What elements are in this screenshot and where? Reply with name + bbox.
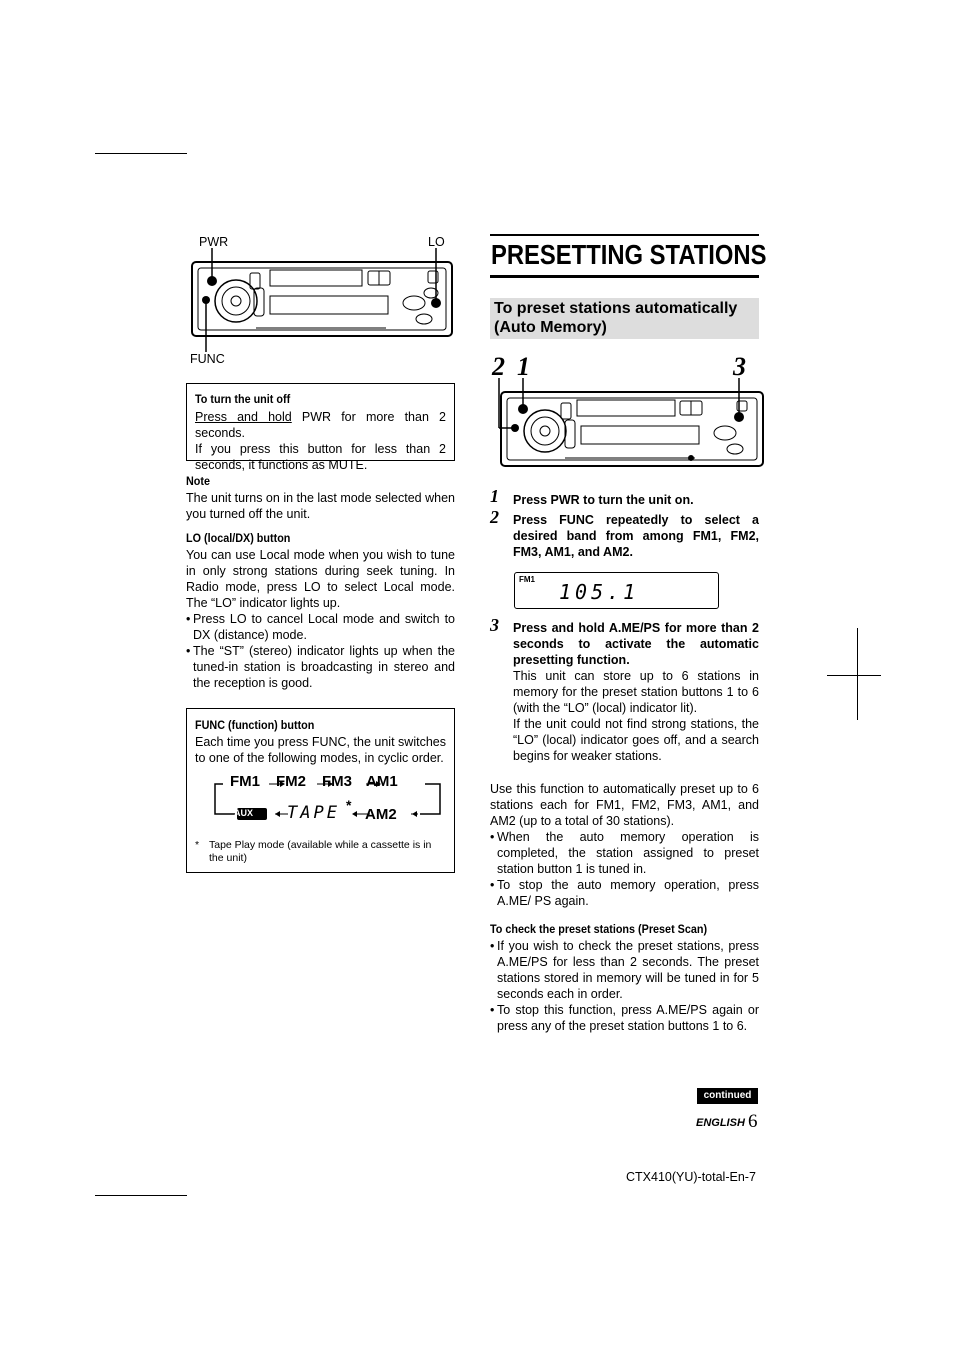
lcd-display <box>514 572 719 609</box>
document-code: CTX410(YU)-total-En-7 <box>626 1170 756 1184</box>
mode-fm1: FM1 <box>230 773 260 790</box>
turn-off-box <box>186 383 455 472</box>
step-2-text: Press FUNC repeatedly to select a desired band from among FM1, FM2, FM3, AM1, and AM2. <box>513 513 759 559</box>
crop-mark-top <box>95 153 187 154</box>
steps <box>490 488 759 560</box>
step-2-num: 2 <box>490 507 499 527</box>
car-stereo-diagram-right <box>495 378 767 470</box>
step-2 <box>490 509 759 560</box>
step-3-num: 3 <box>490 615 499 635</box>
lcd-band: FM1 <box>519 575 535 584</box>
lo-bullet-1: • Press LO to cancel Local mode and switch to DX (distance) mode. <box>186 612 455 642</box>
preset-scan-bullet-2: • To stop this function, press A.ME/PS again or press any of the preset station buttons 1 to 6. <box>490 1003 759 1033</box>
mode-am2: AM2 <box>365 806 397 823</box>
diagram-num-2: 2 <box>492 352 505 381</box>
title-rule-bottom <box>490 275 759 278</box>
mode-am1: AM1 <box>366 773 398 790</box>
step-1-num: 1 <box>490 486 499 506</box>
step-1-text: Press PWR to turn the unit on. <box>513 493 694 507</box>
note-heading: Note <box>186 474 211 488</box>
lo-bullet-1-text: Press LO to cancel Local mode and switch to DX (distance) mode. <box>193 612 455 642</box>
usage-section <box>490 781 759 909</box>
note-body: The unit turns on in the last mode selected when you turned off the unit. <box>186 491 455 521</box>
subtitle: To preset stations automatically (Auto Memory) <box>490 298 759 339</box>
mode-fm3: FM3 <box>322 773 352 790</box>
footnote-text: Tape Play mode (available while a cassette is in the unit) <box>209 839 432 864</box>
mode-tape: TAPE <box>287 803 340 823</box>
crop-mark-right-v <box>857 628 858 720</box>
usage-bullet-2: • To stop the auto memory operation, press A.ME/ PS again. <box>490 878 759 908</box>
car-stereo-diagram-left <box>186 248 458 352</box>
func-box <box>186 708 455 873</box>
diagram-num-1: 1 <box>517 352 530 381</box>
step-3-row <box>490 617 759 764</box>
diagram-num-3: 3 <box>733 352 746 381</box>
step-3 <box>490 617 759 764</box>
usage-bullet-1-text: When the auto memory operation is completed, the station assigned to preset station button 1 is tuned in. <box>497 830 759 876</box>
step-3-note-2: If the unit could not find strong stations, the “LO” (local) indicator goes off, and a search begins for weaker stations. <box>513 717 759 763</box>
turn-off-line1 <box>195 409 446 441</box>
page-number: 6 <box>748 1111 758 1132</box>
step-3-text: Press and hold A.ME/PS for more than 2 seconds to activate the automatic presetting function. <box>513 621 759 667</box>
pwr-label: PWR <box>199 235 229 249</box>
step-1 <box>490 488 759 508</box>
usage-bullet-1: • When the auto memory operation is completed, the station assigned to preset station button 1 is tuned in. <box>490 830 759 876</box>
usage-bullet-2-text: To stop the auto memory operation, press A.ME/ PS again. <box>497 878 759 908</box>
lo-section <box>186 529 455 691</box>
language-label: ENGLISH <box>696 1117 745 1129</box>
func-heading: FUNC (function) button <box>195 718 315 732</box>
lcd-frequency: 105.1 <box>559 580 640 604</box>
func-footnote <box>195 839 447 865</box>
lo-label: LO <box>428 235 445 249</box>
lo-heading: LO (local/DX) button <box>186 531 291 545</box>
preset-scan-bullet-1-text: If you wish to check the preset stations, press A.ME/PS for less than 2 seconds. The preset stations stored in memory will be tuned in for 5 seconds each in order. <box>497 939 759 1001</box>
lo-body: You can use Local mode when you wish to tune in only strong stations during seek tuning. In Radio mode, press LO to select Local mode. The “LO” indicator lights up. <box>186 548 455 610</box>
func-label: FUNC <box>190 352 225 366</box>
usage-para: Use this function to automatically preset up to 6 stations each for FM1, FM2, FM3, AM1, and AM2 (up to a total of 30 stations). <box>490 782 759 828</box>
press-and-hold-text: Press and hold <box>195 410 292 424</box>
cycle-top-row <box>230 773 398 790</box>
preset-scan-bullet-1: • If you wish to check the preset stations, press A.ME/PS for less than 2 seconds. The preset stations stored in memory will be tuned in for 5 seconds each in order. <box>490 939 759 1001</box>
title-rule-top <box>490 234 759 236</box>
turn-off-body: If you press this button for less than 2 seconds, it functions as MUTE. <box>195 442 446 472</box>
preset-scan-bullet-2-text: To stop this function, press A.ME/PS again or press any of the preset station buttons 1 to 6. <box>497 1003 759 1033</box>
preset-scan-heading: To check the preset stations (Preset Scan) <box>490 922 708 936</box>
turn-off-line1-rest: PWR for more than 2 seconds. <box>195 410 447 440</box>
footnote-mark: * <box>195 839 200 851</box>
step-3-note-1: This unit can store up to 6 stations in memory for the preset station buttons 1 to 6 (with the “LO” (local) indicator lit). <box>513 669 759 715</box>
lo-bullet-2: • The “ST” (stereo) indicator lights up when the tuned-in station is broadcasting in stereo and the reception is good. <box>186 644 455 690</box>
crop-mark-bottom <box>95 1195 187 1196</box>
func-body: Each time you press FUNC, the unit switches to one of the following modes, in cyclic order. <box>195 735 446 765</box>
lo-bullet-2-text: The “ST” (stereo) indicator lights up when the tuned-in station is broadcasting in stereo and the reception is good. <box>193 644 455 690</box>
step-3-content <box>513 617 759 764</box>
tape-asterisk: * <box>346 797 352 813</box>
crop-mark-right-h <box>827 675 881 676</box>
note-section <box>186 472 455 522</box>
preset-scan-section <box>490 920 759 1034</box>
page-title: PRESETTING STATIONS <box>491 239 767 270</box>
mode-aux: AUX <box>234 808 254 818</box>
turn-off-heading: To turn the unit off <box>195 392 291 406</box>
mode-fm2: FM2 <box>276 773 306 790</box>
continued-badge: continued <box>697 1088 758 1104</box>
